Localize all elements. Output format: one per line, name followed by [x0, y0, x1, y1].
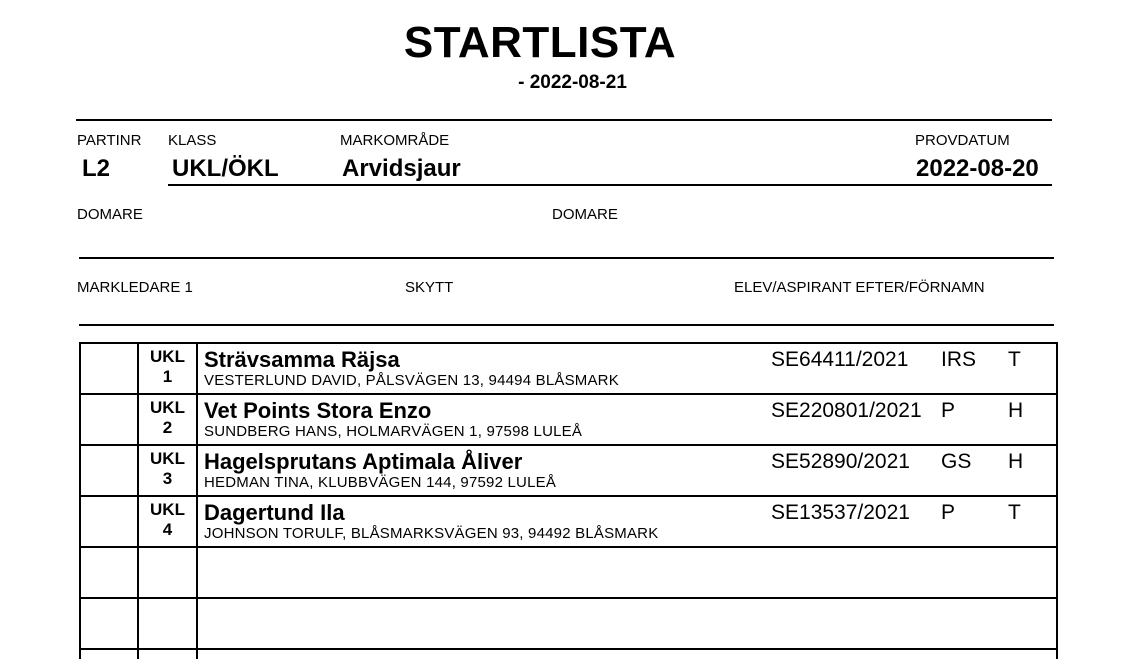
blank-cell [81, 446, 139, 495]
blank-cell [81, 497, 139, 546]
owner-info: JOHNSON TORULF, BLÅSMARKSVÄGEN 93, 94492 BLÅSMARK [204, 525, 659, 542]
blank-cell [198, 599, 1056, 648]
class-cell [139, 395, 198, 444]
blank-cell [139, 548, 198, 597]
domare1-label: DOMARE [77, 206, 143, 223]
klass-label: KLASS [168, 132, 217, 149]
breed-code: P [941, 399, 956, 422]
sex-code: H [1008, 399, 1024, 422]
sex-code: T [1008, 348, 1021, 371]
blank-cell [139, 650, 198, 659]
entry-class: UKL [150, 449, 185, 468]
breed-code: IRS [941, 348, 977, 371]
table-row [81, 344, 1056, 395]
provdatum-label: PROVDATUM [915, 132, 1010, 149]
entry-class: UKL [150, 398, 185, 417]
domare2-label: DOMARE [552, 206, 618, 223]
dog-name: Dagertund Ila [204, 500, 345, 525]
partinr-value: L2 [82, 155, 111, 182]
registration-number: SE13537/2021 [771, 501, 910, 524]
blank-cell [139, 599, 198, 648]
klass-value: UKL/ÖKL [172, 155, 279, 182]
blank-cell [81, 344, 139, 393]
table-row [81, 497, 1056, 548]
class-cell [139, 497, 198, 546]
entry-number: 1 [162, 367, 173, 386]
sex-code: T [1008, 501, 1021, 524]
entry-cell [198, 497, 1056, 546]
registration-number: SE220801/2021 [771, 399, 922, 422]
dog-name: Hagelsprutans Aptimala Åliver [204, 449, 523, 474]
blank-cell [81, 548, 139, 597]
table-row [81, 446, 1056, 497]
owner-info: SUNDBERG HANS, HOLMARVÄGEN 1, 97598 LULEÅ [204, 423, 583, 440]
page-title: STARTLISTA [403, 18, 677, 67]
divider-domare [79, 257, 1054, 259]
registration-number: SE64411/2021 [771, 348, 909, 371]
owner-info: HEDMAN TINA, KLUBBVÄGEN 144, 97592 LULEÅ [204, 474, 557, 491]
breed-code: P [941, 501, 956, 524]
blank-cell [81, 650, 139, 659]
empty-table-row [81, 650, 1056, 659]
entry-class: UKL [150, 347, 185, 366]
markomrade-value: Arvidsjaur [342, 155, 461, 182]
blank-cell [198, 650, 1056, 659]
table-row [81, 395, 1056, 446]
elev-label: ELEV/ASPIRANT EFTER/FÖRNAMN [734, 279, 985, 296]
empty-table-row [81, 548, 1056, 599]
sex-code: H [1008, 450, 1024, 473]
markomrade-label: MARKOMRÅDE [340, 132, 450, 149]
entry-class: UKL [150, 500, 185, 519]
entry-number: 2 [162, 418, 173, 437]
divider-markledare [79, 324, 1054, 326]
breed-code: GS [941, 450, 972, 473]
owner-info: VESTERLUND DAVID, PÅLSVÄGEN 13, 94494 BLÅSMARK [204, 372, 619, 389]
blank-cell [81, 599, 139, 648]
startlist-table [79, 342, 1058, 659]
divider-info [168, 184, 1052, 186]
entry-cell [198, 446, 1056, 495]
empty-table-row [81, 599, 1056, 650]
entry-number: 4 [162, 520, 173, 539]
registration-number: SE52890/2021 [771, 450, 910, 473]
provdatum-value: 2022-08-20 [916, 155, 1039, 182]
blank-cell [81, 395, 139, 444]
blank-cell [198, 548, 1056, 597]
entry-cell [198, 344, 1056, 393]
skytt-label: SKYTT [405, 279, 454, 296]
class-cell [139, 446, 198, 495]
entry-number: 3 [162, 469, 173, 488]
dog-name: Vet Points Stora Enzo [204, 398, 432, 423]
partinr-label: PARTINR [77, 132, 142, 149]
page-subtitle-date: - 2022-08-21 [518, 72, 627, 93]
dog-name: Strävsamma Räjsa [204, 347, 400, 372]
markledare-label: MARKLEDARE 1 [77, 279, 193, 296]
divider-top [76, 119, 1052, 121]
entry-cell [198, 395, 1056, 444]
class-cell [139, 344, 198, 393]
